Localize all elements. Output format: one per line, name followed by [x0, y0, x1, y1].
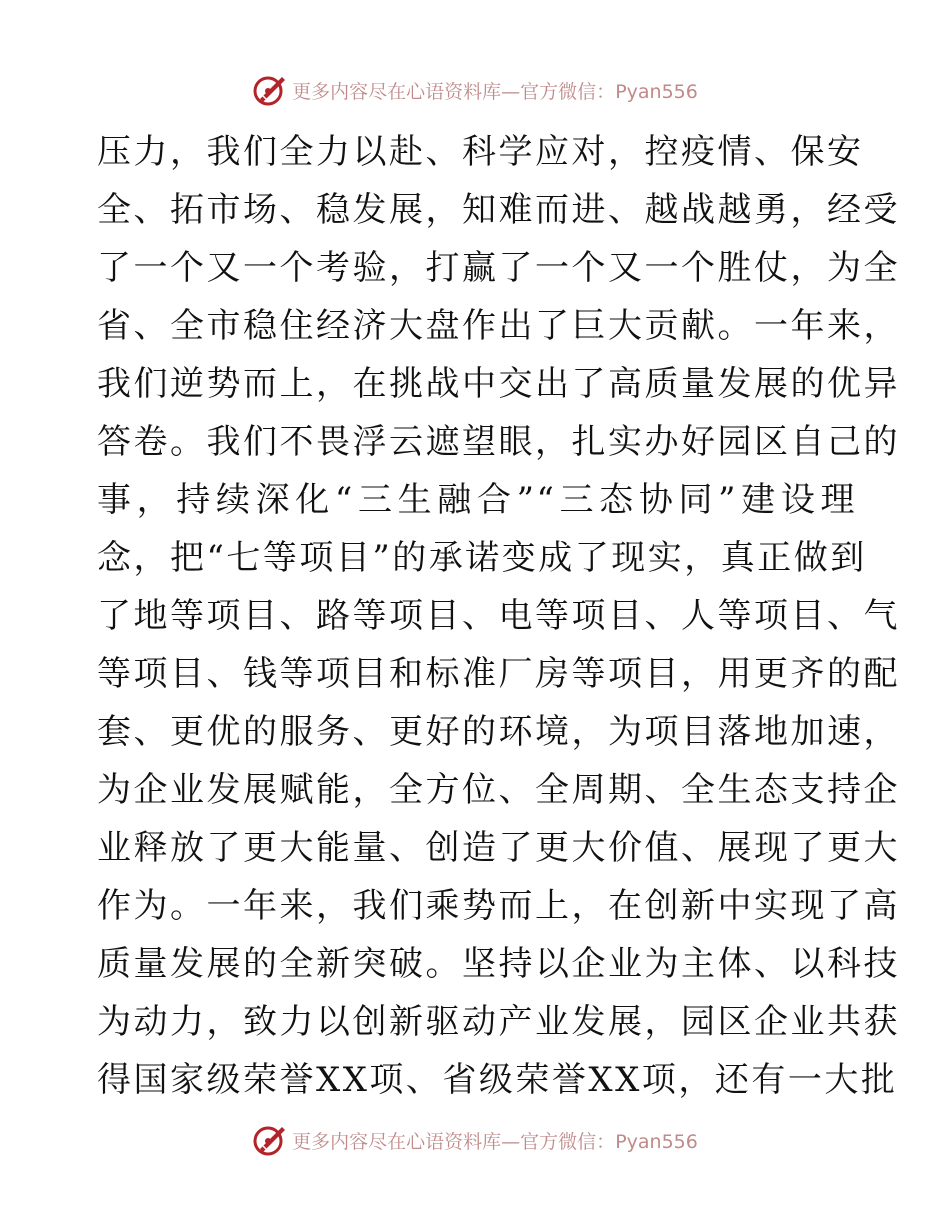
body-line: 等项目、钱等项目和标准厂房等项目，用更齐的配	[97, 654, 900, 694]
footer-banner-text	[292, 1127, 698, 1154]
body-line: 我们逆势而上，在挑战中交出了高质量发展的优异	[97, 364, 900, 404]
body-line: 事，持续深化“三生融合”“三态协同”建设理	[97, 480, 857, 520]
quill-logo-icon	[252, 73, 288, 107]
body-line: 为动力，致力以创新驱动产业发展，园区企业共获	[97, 1002, 900, 1042]
quill-logo-icon	[252, 1123, 288, 1157]
body-line: 了一个又一个考验，打赢了一个又一个胜仗，为全	[97, 248, 900, 288]
footer-banner-separator: —	[501, 1130, 521, 1153]
header-banner	[0, 70, 950, 110]
body-line: 省、全市稳住经济大盘作出了巨大贡献。一年来，	[97, 306, 900, 346]
body-line: 念，把“七等项目”的承诺变成了现实，真正做到	[97, 538, 867, 578]
header-banner-title: 更多内容尽在心语资料库	[292, 80, 502, 103]
header-banner-suffix: 官方微信：	[520, 80, 616, 103]
body-line: 质量发展的全新突破。坚持以企业为主体、以科技	[97, 944, 900, 984]
header-banner-separator: —	[501, 80, 521, 103]
document-body	[97, 123, 900, 1109]
body-line: 业释放了更大能量、创造了更大价值、展现了更大	[97, 828, 900, 868]
header-banner-wechat-id: Pyan556	[615, 80, 698, 103]
body-line: 全、拓市场、稳发展，知难而进、越战越勇，经受	[97, 190, 900, 230]
body-line: 了地等项目、路等项目、电等项目、人等项目、气	[97, 596, 900, 636]
footer-banner	[0, 1120, 950, 1160]
body-line: 作为。一年来，我们乘势而上，在创新中实现了高	[97, 886, 900, 926]
footer-banner-title: 更多内容尽在心语资料库	[292, 1130, 502, 1153]
body-line: 套、更优的服务、更好的环境，为项目落地加速，	[97, 712, 900, 752]
body-line: 答卷。我们不畏浮云遮望眼，扎实办好园区自己的	[97, 422, 900, 462]
body-line: 压力，我们全力以赴、科学应对，控疫情、保安	[97, 132, 864, 172]
body-line: 为企业发展赋能，全方位、全周期、全生态支持企	[97, 770, 900, 810]
body-line: 得国家级荣誉XX项、省级荣誉XX项，还有一大批	[97, 1060, 898, 1100]
footer-banner-wechat-id: Pyan556	[615, 1130, 698, 1153]
footer-banner-suffix: 官方微信：	[520, 1130, 616, 1153]
header-banner-text	[292, 77, 698, 104]
